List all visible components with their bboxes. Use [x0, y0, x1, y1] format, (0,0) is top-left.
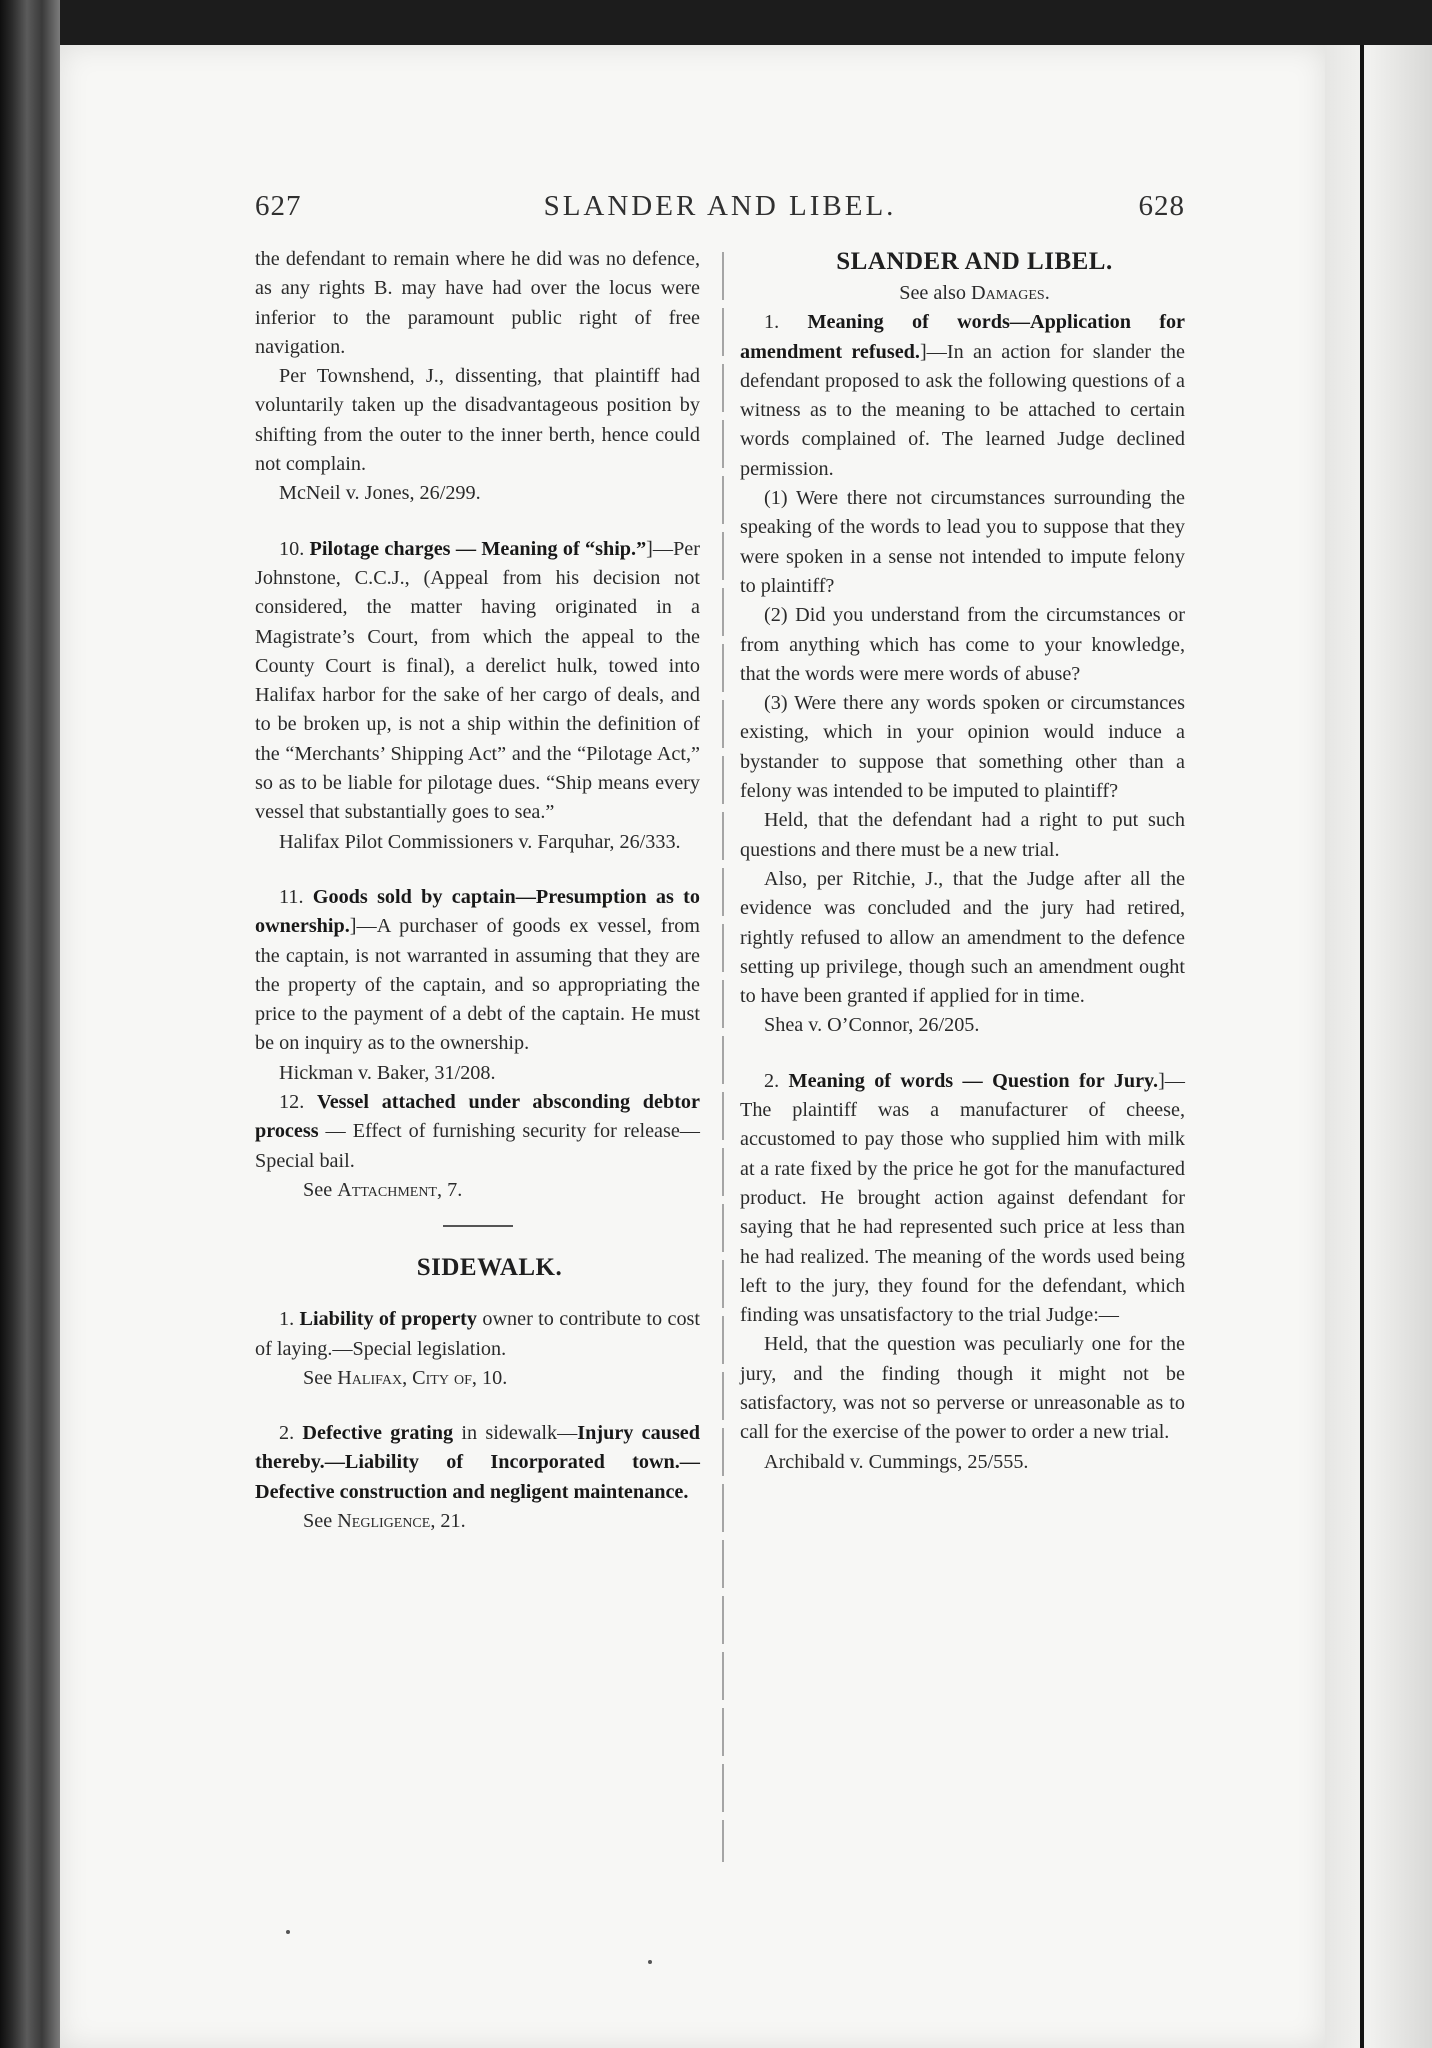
facing-page-edge	[1325, 45, 1432, 2048]
holding: Held, that the question was peculiarly one for the jury, and the finding though it might not be satisfactory, was not so perverse or unreasonable as to call for the exercise of the power to order a new trial.	[740, 1333, 1185, 1444]
cross-reference: See Attachment, 7.	[303, 1178, 463, 1201]
entry-heading: Liability of property	[299, 1308, 477, 1331]
page-number-right: 628	[1138, 190, 1185, 222]
section-separator	[443, 1225, 513, 1227]
right-column	[740, 245, 1185, 1477]
section-title-sidewalk: SIDEWALK.	[416, 1254, 563, 1282]
section-title-slander: SLANDER AND LIBEL.	[836, 248, 1113, 275]
holding: Held, that the defendant had a right to put such questions and there must be a new trial.	[740, 809, 1185, 861]
slander-entry-2: 2. Meaning of words — Question for Jury.]—The plaintiff was a manufacturer of cheese, accustomed to pay those who supplied him with milk at a rate fixed by the price he got for the manufactured product. He brought action against defendant for saying that he had represented such price at less than he had realized. The meaning of the words used being left to the jury, they found for the defendant, which finding was unsatisfactory to the trial Judge:—	[740, 1069, 1185, 1327]
column-divider	[722, 252, 724, 1862]
scan-speck	[648, 1960, 652, 1964]
continued-paragraph: the defendant to remain where he did was no defence, as any rights B. may have had over the locus were inferior to the paramount public right of free navigation.	[255, 248, 700, 358]
entry-heading: Meaning of words—Application for amendment refused.	[740, 311, 1186, 363]
case-citation: Shea v. O’Connor, 26/205.	[764, 1014, 980, 1037]
see-also-line: See also Damages.	[899, 282, 1050, 304]
case-citation: Hickman v. Baker, 31/208.	[279, 1061, 496, 1084]
running-title: SLANDER AND LIBEL.	[543, 190, 897, 222]
page-number-left: 627	[255, 190, 302, 222]
entry-heading: Pilotage charges — Meaning of “ship.”	[309, 537, 647, 560]
case-citation: Halifax Pilot Commissioners v. Farquhar, 26/333.	[279, 830, 681, 853]
entry-11: 11. Goods sold by captain—Presumption as to ownership.]—A purchaser of goods ex vessel, from the captain, is not warranted in assuming that they are the property of the captain, and so appropriating the price to the payment of a debt of the captain. He must be on inquiry as to the ownership.	[255, 885, 700, 1055]
question-1: (1) Were there not circumstances surrounding the speaking of the words to lead you to suppose that they were spoken in a sense not intended to impute felony to plaintiff?	[740, 487, 1185, 597]
case-citation: Archibald v. Cummings, 25/555.	[764, 1450, 1029, 1473]
dissent-paragraph: Per Townshend, J., dissenting, that plaintiff had voluntarily taken up the disadvantageous position by shifting from the outer to the inner berth, hence could not complain.	[255, 365, 700, 476]
slander-entry-1: 1. Meaning of words—Application for amendment refused.]—In an action for slander the defendant proposed to ask the following questions of a witness as to the meaning to be attached to certain words complained of. The learned Judge declined permission.	[740, 311, 1186, 480]
running-header	[255, 190, 1185, 230]
cross-reference: See Negligence, 21.	[303, 1509, 466, 1532]
entry-heading: Goods sold by captain—Presumption as to ownership.	[255, 885, 700, 938]
entry-heading: Meaning of words — Question for Jury.	[788, 1069, 1159, 1092]
case-citation: McNeil v. Jones, 26/299.	[279, 482, 481, 505]
book-spine-shadow	[0, 0, 60, 2048]
question-2: (2) Did you understand from the circumstances or from anything which has come to your knowledge, that the words were mere words of abuse?	[740, 604, 1185, 685]
question-3: (3) Were there any words spoken or circumstances existing, which in your opinion would induce a bystander to suppose that something other than a felony was intended to be imputed to plaintiff?	[740, 692, 1185, 803]
left-column	[255, 245, 700, 1536]
sidewalk-entry-1: 1. Liability of property owner to contribute to cost of laying.—Special legislation.	[255, 1308, 701, 1360]
scan-speck	[286, 1930, 290, 1934]
cross-reference: See Halifax, City of, 10.	[303, 1366, 508, 1389]
entry-12: 12. Vessel attached under absconding debtor process — Effect of furnishing security for release—Special bail.	[255, 1091, 700, 1172]
sidewalk-entry-2: 2. Defective grating in sidewalk—Injury caused thereby.—Liability of Incorporated town.—Defective construction and negligent maintenance.	[255, 1422, 700, 1503]
facing-page-gutter-line	[1360, 45, 1364, 2048]
entry-heading: Vessel attached under absconding debtor process	[255, 1091, 700, 1143]
entry-10: 10. Pilotage charges — Meaning of “ship.”]—Per Johnstone, C.C.J., (Appeal from his decision not considered, the matter having originated in a Magistrate’s Court, from which the appeal to the County Court is final), a derelict hulk, towed into Halifax harbor for the sake of her cargo of deals, and to be broken up, is not a ship within the definition of the “Merchants’ Shipping Act” and the “Pilotage Act,” so as to be liable for pilotage dues. “Ship means every vessel that substantially goes to sea.”	[255, 537, 700, 824]
additional-holding: Also, per Ritchie, J., that the Judge after all the evidence was concluded and the jury had retired, rightly refused to allow an amendment to the defence setting up privilege, though such an amendment ought to have been granted if applied for in time.	[740, 867, 1185, 1008]
